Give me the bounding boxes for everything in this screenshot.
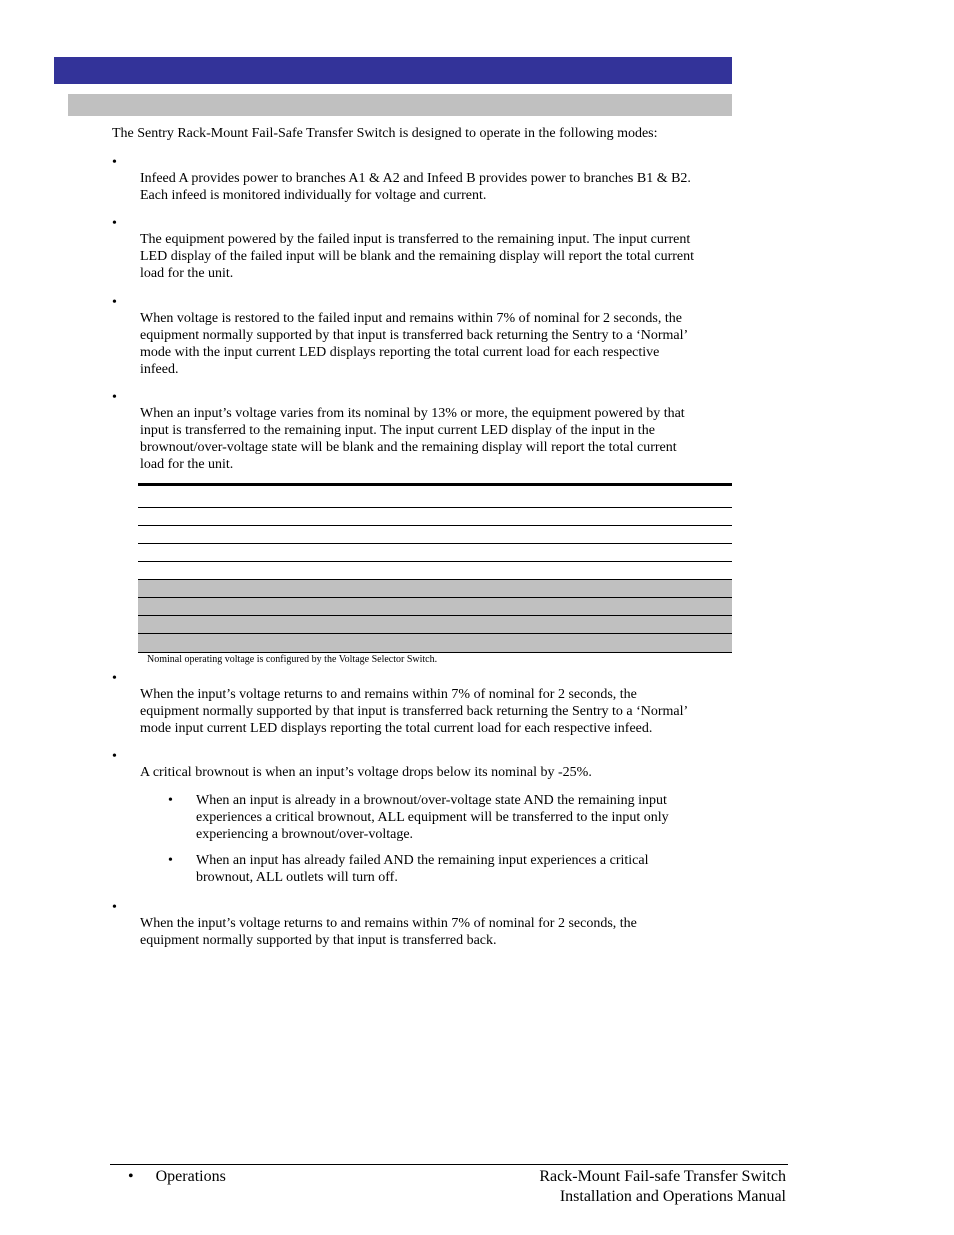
bullet-5: • [112, 671, 117, 686]
section-2-line-1: The equipment powered by the failed input is transferred to the remaining input. The input current [140, 232, 691, 247]
section-3-line-3: mode with the input current LED displays reporting the total current load for each respective [140, 345, 660, 360]
table-row-shaded [138, 598, 732, 616]
table-row-shaded [138, 616, 732, 634]
bullet-2: • [112, 216, 117, 231]
section-7-text [140, 915, 732, 949]
section-4-text [140, 405, 732, 473]
section-5-text [140, 686, 732, 737]
sub-bullet-2-line-1: When an input has already failed AND the remaining input experiences a critical [196, 853, 649, 868]
section-6-line-1: A critical brownout is when an input’s voltage drops below its nominal by -25%. [140, 765, 592, 780]
bullet-4: • [112, 390, 117, 405]
footer-bullet: • [128, 1168, 134, 1185]
bullet-7: • [112, 900, 117, 915]
table-footnote: Nominal operating voltage is configured by the Voltage Selector Switch. [147, 654, 438, 665]
table-row [138, 508, 732, 526]
footer-section-label: Operations [155, 1168, 226, 1185]
critical-brownout-list [168, 792, 708, 895]
sub-bullet: • [168, 793, 173, 808]
section-1-line-1: Infeed A provides power to branches A1 & A2 and Infeed B provides power to branches B1 & B2. [140, 171, 691, 186]
intro-text: The Sentry Rack-Mount Fail-Safe Transfer Switch is designed to operate in the following modes: [112, 126, 658, 141]
section-title-bar [54, 57, 732, 84]
section-5-line-2: equipment normally supported by that input is transferred back returning the Sentry to a ‘Normal’ [140, 704, 689, 719]
section-2-line-3: load for the unit. [140, 266, 234, 281]
section-3-line-1: When voltage is restored to the failed input and remains within 7% of nominal for 2 seconds, the [140, 311, 682, 326]
section-4-line-1: When an input’s voltage varies from its nominal by 13% or more, the equipment powered by that [140, 406, 685, 421]
section-5-line-3: mode input current LED displays reporting the total current load for each respective infeed. [140, 721, 653, 736]
footer-right [539, 1167, 786, 1207]
sub-bullet-1-line-2: experiences a critical brownout, ALL equipment will be transferred to the input only [196, 810, 669, 825]
section-5-line-1: When the input’s voltage returns to and remains within 7% of nominal for 2 seconds, the [140, 687, 637, 702]
section-7-line-1: When the input’s voltage returns to and remains within 7% of nominal for 2 seconds, the [140, 916, 637, 931]
section-3-text [140, 310, 732, 378]
section-7-line-2: equipment normally supported by that input is transferred back. [140, 933, 497, 948]
section-4-line-4: load for the unit. [140, 457, 234, 472]
section-2-text [140, 231, 732, 282]
sub-bullet-1-line-3: experiencing a brownout/over-voltage. [196, 827, 414, 842]
bullet-1: • [112, 155, 117, 170]
table-row [138, 544, 732, 562]
subsection-title-bar [68, 94, 732, 116]
bullet-3: • [112, 295, 117, 310]
section-6-text [140, 764, 732, 781]
table-row-shaded [138, 634, 732, 653]
table-row [138, 486, 732, 508]
table-row-shaded [138, 580, 732, 598]
bullet-6: • [112, 749, 117, 764]
section-1-text [140, 170, 732, 204]
footer-manual-title: Installation and Operations Manual [559, 1188, 786, 1205]
sub-bullet: • [168, 853, 173, 868]
footer-rule [110, 1164, 788, 1165]
table-row [138, 562, 732, 580]
list-item [168, 852, 708, 886]
section-3-line-4: infeed. [140, 362, 179, 377]
section-3-line-2: equipment normally supported by that input is transferred back returning the Sentry to a ‘Normal’ [140, 328, 689, 343]
sub-bullet-1-line-1: When an input is already in a brownout/over-voltage state AND the remaining input [196, 793, 667, 808]
footer-left [128, 1167, 226, 1187]
section-2-line-2: LED display of the failed input will be blank and the remaining display will report the total current [140, 249, 695, 264]
section-4-line-2: input is transferred to the remaining input. The input current LED display of the input in the [140, 423, 655, 438]
table-row [138, 526, 732, 544]
footer-product-title: Rack-Mount Fail-safe Transfer Switch [539, 1168, 786, 1185]
section-4-line-3: brownout/over-voltage state will be blank and the remaining display will report the total current [140, 440, 677, 455]
section-1-line-2: Each infeed is monitored individually for voltage and current. [140, 188, 487, 203]
sub-bullet-2-line-2: brownout, ALL outlets will turn off. [196, 870, 398, 885]
list-item [168, 792, 708, 843]
